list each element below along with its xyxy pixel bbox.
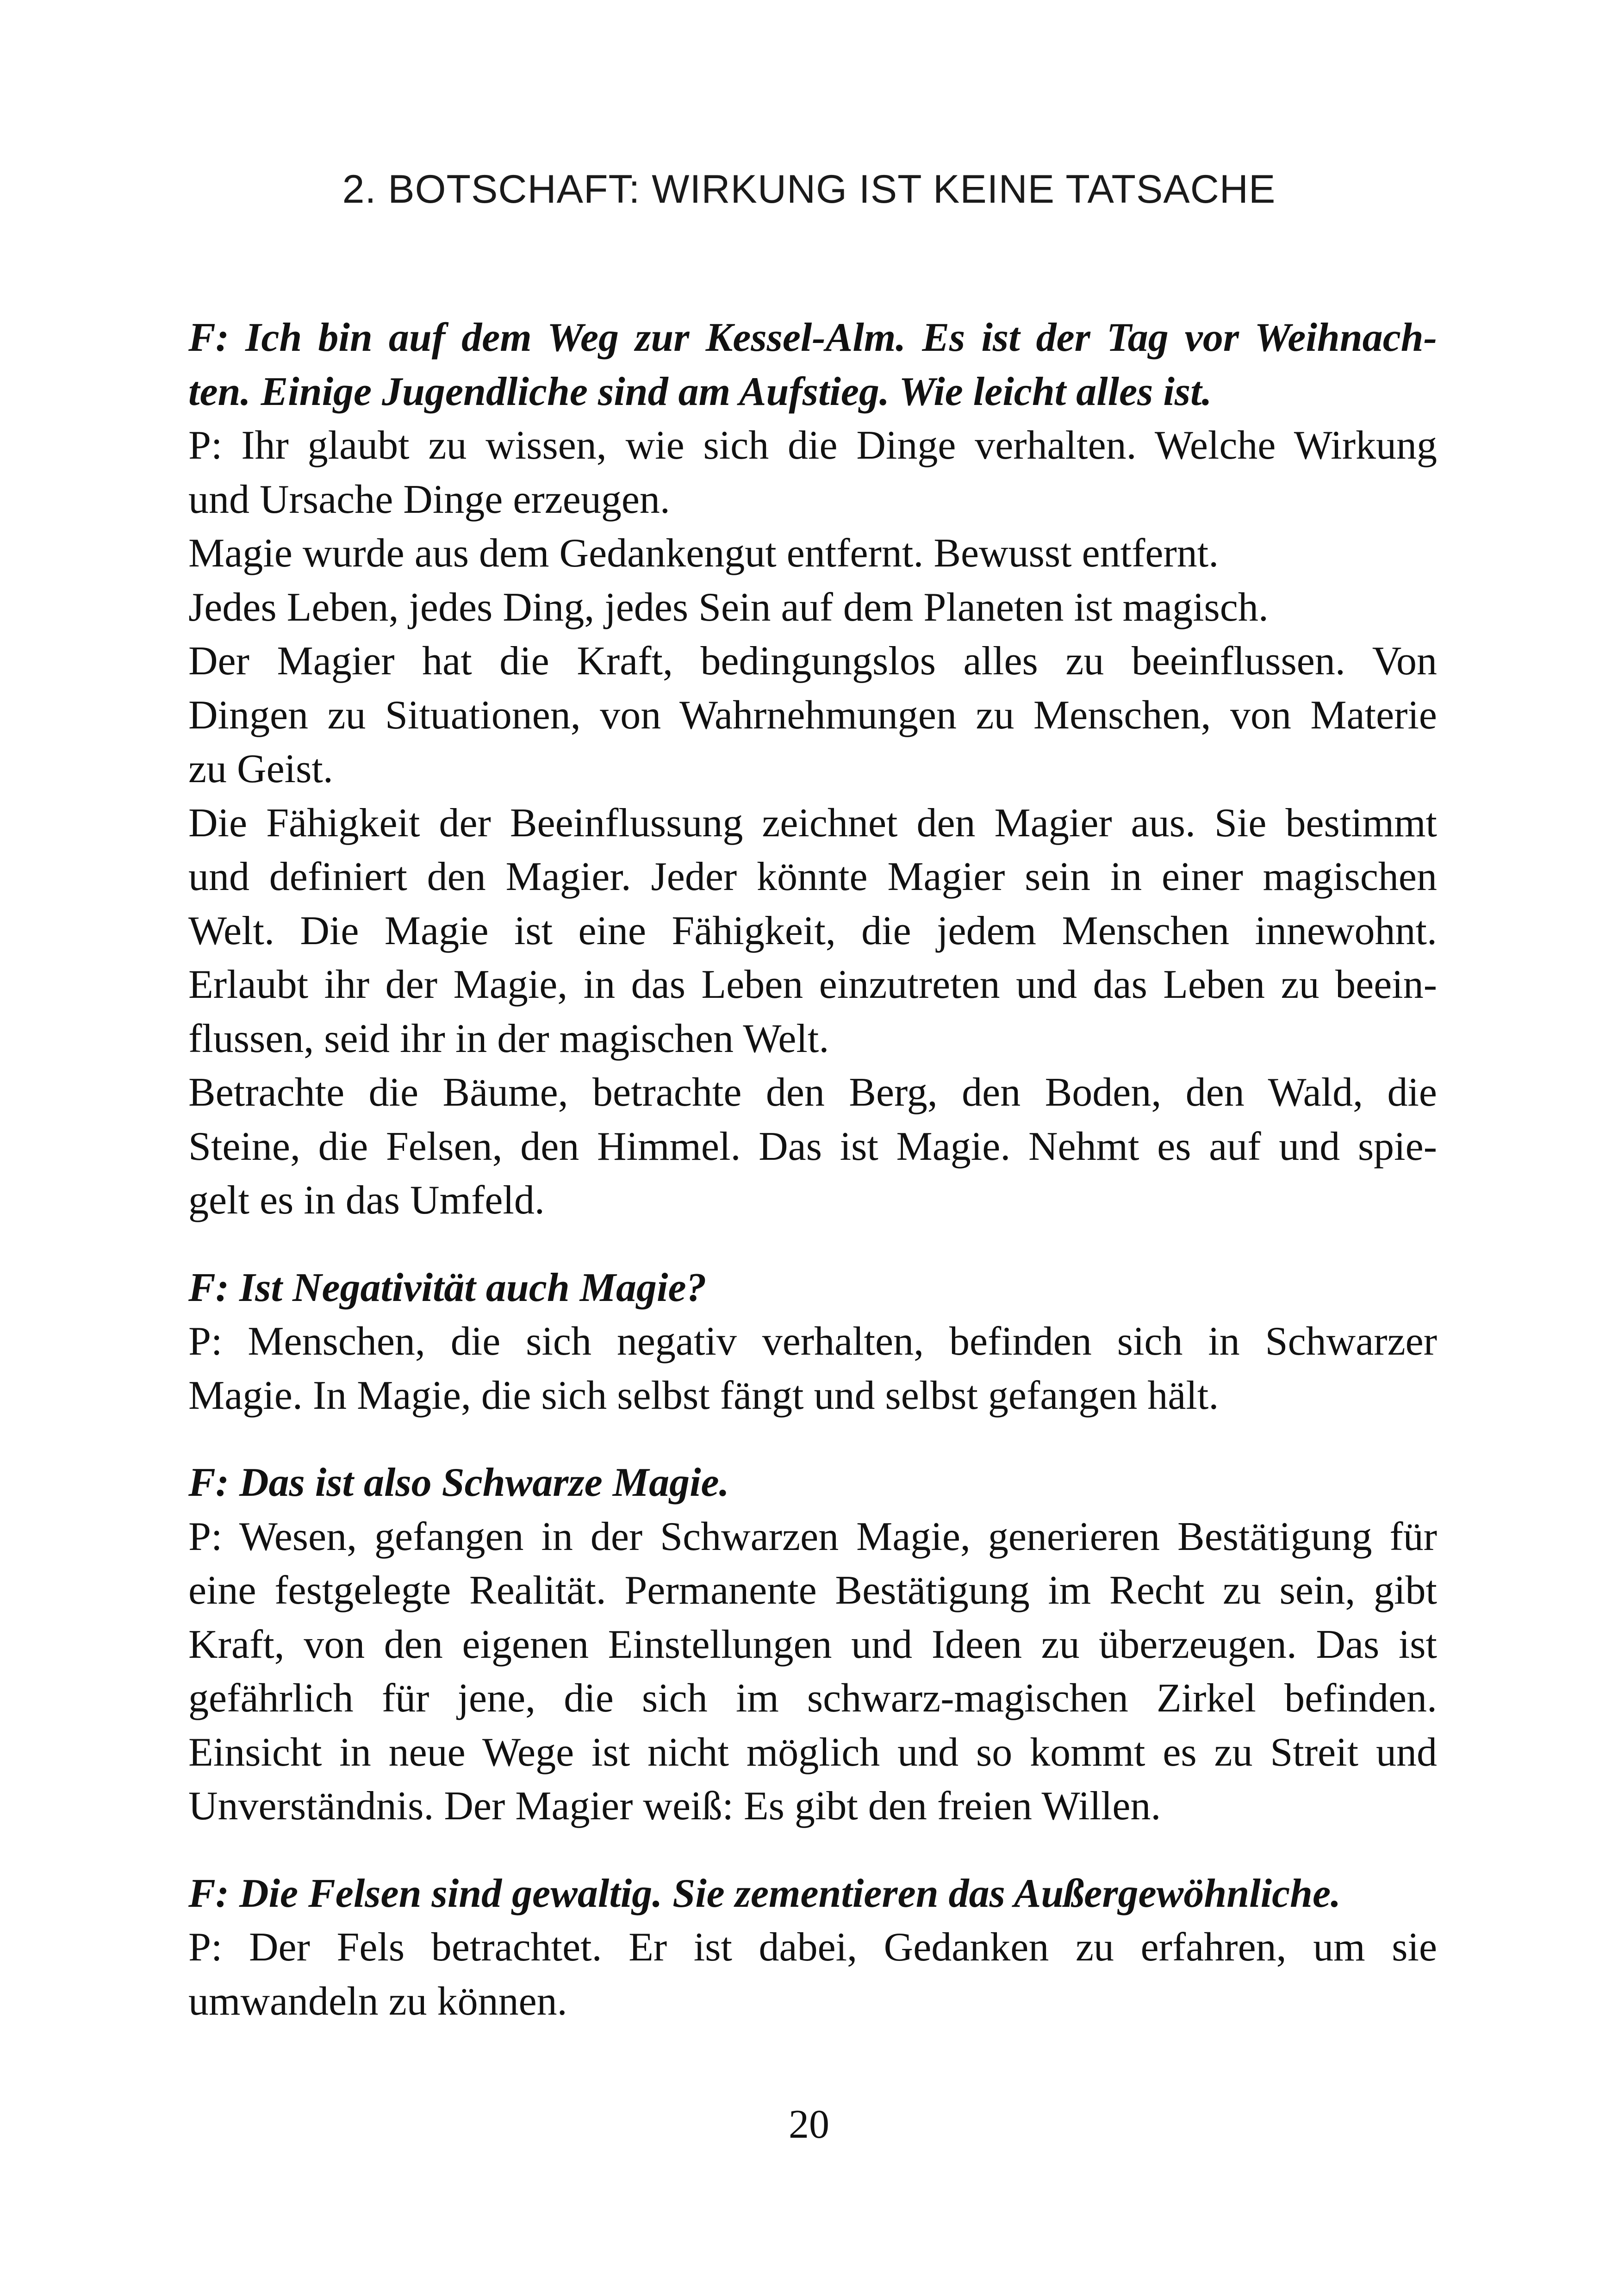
answer-block [188,1315,1437,1423]
question-line: F: Ist Negativität auch Magie? [188,1265,707,1310]
paragraph [188,796,1437,1066]
answer-line: Welt. Die Magie ist eine Fähigkeit, die jedem Menschen innewohnt. [188,908,1437,953]
answer-line: und definiert den Magier. Jeder könnte Magier sein in einer magischen [188,854,1437,899]
qa-section [188,311,1437,1228]
qa-section [188,1456,1437,1834]
question-block [188,1261,1437,1315]
qa-section [188,1867,1437,2029]
paragraph [188,527,1437,581]
answer-line: eine festgelegte Realität. Permanente Bestätigung im Recht zu sein, gibt [188,1568,1437,1613]
paragraph [188,1867,1437,1921]
paragraph [188,1456,1437,1510]
answer-block [188,1510,1437,1834]
answer-line: Magie. In Magie, die sich selbst fängt und selbst gefangen hält. [188,1373,1219,1418]
answer-line: Betrachte die Bäume, betrachte den Berg, den Boden, den Wald, die [188,1070,1437,1115]
chapter-title: 2. BOTSCHAFT: WIRKUNG IST KEINE TATSACHE [342,167,1276,212]
answer-line: flussen, seid ihr in der magischen Welt. [188,1016,829,1061]
question-line: ten. Einige Jugendliche sind am Aufstieg. Wie leicht alles ist. [188,369,1212,414]
page-body [188,311,1437,2062]
paragraph [188,1261,1437,1315]
answer-line: umwandeln zu können. [188,1979,567,2024]
question-block [188,1456,1437,1510]
answer-line: Dingen zu Situationen, von Wahrnehmungen zu Menschen, von Materie [188,692,1437,738]
answer-line: Erlaubt ihr der Magie, in das Leben einzutreten und das Leben zu beein- [188,962,1437,1007]
answer-block [188,419,1437,1228]
paragraph [188,311,1437,419]
answer-line: Einsicht in neue Wege ist nicht möglich und so kommt es zu Streit und [188,1730,1437,1775]
question-line: F: Das ist also Schwarze Magie. [188,1460,729,1505]
paragraph [188,581,1437,635]
paragraph [188,1066,1437,1228]
answer-line: Magie wurde aus dem Gedankengut entfernt. Bewusst entfernt. [188,531,1219,576]
paragraph [188,419,1437,527]
answer-line: Die Fähigkeit der Beeinflussung zeichnet den Magier aus. Sie bestimmt [188,800,1437,846]
paragraph [188,1921,1437,2028]
qa-section [188,1261,1437,1423]
question-block [188,311,1437,419]
answer-line: P: Wesen, gefangen in der Schwarzen Magie, generieren Bestätigung für [188,1514,1437,1559]
page-number: 20 [789,2102,829,2147]
answer-line: Jedes Leben, jedes Ding, jedes Sein auf dem Planeten ist magisch. [188,585,1269,630]
answer-block [188,1921,1437,2028]
answer-line: Unverständnis. Der Magier weiß: Es gibt den freien Willen. [188,1784,1161,1829]
answer-line: zu Geist. [188,747,333,791]
question-line: F: Ich bin auf dem Weg zur Kessel-Alm. Es ist der Tag vor Weihnach- [188,315,1437,360]
answer-line: Kraft, von den eigenen Einstellungen und Ideen zu überzeugen. Das ist [188,1622,1437,1667]
question-block [188,1867,1437,1921]
answer-line: P: Menschen, die sich negativ verhalten, befinden sich in Schwarzer [188,1319,1437,1364]
answer-line: und Ursache Dinge erzeugen. [188,477,670,522]
question-line: F: Die Felsen sind gewaltig. Sie zementieren das Außergewöhnliche. [188,1871,1341,1916]
paragraph [188,635,1437,796]
paragraph [188,1510,1437,1834]
answer-line: gelt es in das Umfeld. [188,1178,545,1223]
answer-line: gefährlich für jene, die sich im schwarz-magischen Zirkel befinden. [188,1676,1437,1721]
answer-line: Der Magier hat die Kraft, bedingungslos alles zu beeinflussen. Von [188,639,1437,684]
answer-line: Steine, die Felsen, den Himmel. Das ist Magie. Nehmt es auf und spie- [188,1124,1437,1169]
paragraph [188,1315,1437,1423]
answer-line: P: Der Fels betrachtet. Er ist dabei, Gedanken zu erfahren, um sie [188,1925,1437,1970]
answer-line: P: Ihr glaubt zu wissen, wie sich die Dinge verhalten. Welche Wirkung [188,423,1437,468]
